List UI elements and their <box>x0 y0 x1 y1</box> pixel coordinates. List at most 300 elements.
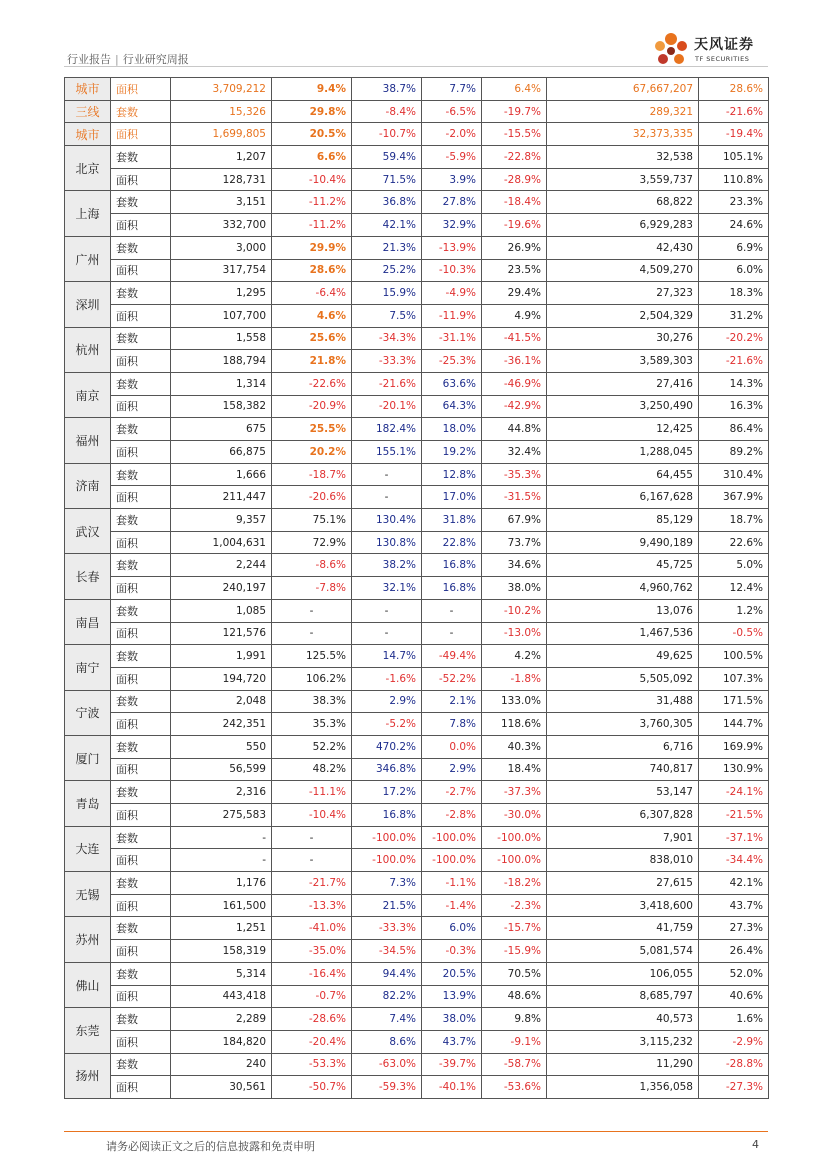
value-cell: -16.4% <box>272 962 352 985</box>
value-cell: -35.3% <box>482 463 547 486</box>
value-cell: 41,759 <box>547 917 699 940</box>
table-row <box>65 985 769 1008</box>
value-cell: -11.2% <box>272 191 352 214</box>
value-cell: - <box>171 826 272 849</box>
table-row <box>65 486 769 509</box>
metric-label-cell: 面积 <box>111 667 171 690</box>
value-cell: -4.9% <box>422 282 482 305</box>
metric-label-cell: 套数 <box>111 599 171 622</box>
value-cell: 48.6% <box>482 985 547 1008</box>
value-cell: 72.9% <box>272 531 352 554</box>
value-cell: 9,490,189 <box>547 531 699 554</box>
value-cell: 29.9% <box>272 236 352 259</box>
value-cell: 2.1% <box>422 690 482 713</box>
value-cell: 73.7% <box>482 531 547 554</box>
value-cell: 2,504,329 <box>547 304 699 327</box>
value-cell: 332,700 <box>171 214 272 237</box>
city-name-cell: 宁波 <box>65 690 111 735</box>
value-cell: 75.1% <box>272 509 352 532</box>
value-cell: 1,176 <box>171 872 272 895</box>
value-cell: 30,276 <box>547 327 699 350</box>
value-cell: 35.3% <box>272 713 352 736</box>
value-cell: -18.4% <box>482 191 547 214</box>
value-cell: 45,725 <box>547 554 699 577</box>
value-cell: 105.1% <box>699 146 769 169</box>
value-cell: 2,316 <box>171 781 272 804</box>
value-cell: 4.9% <box>482 304 547 327</box>
value-cell: -20.1% <box>352 395 422 418</box>
report-subtype-label: 行业研究周报 <box>122 53 189 66</box>
value-cell: 550 <box>171 735 272 758</box>
metric-label-cell: 套数 <box>111 146 171 169</box>
value-cell: 4.2% <box>482 645 547 668</box>
value-cell: -0.7% <box>272 985 352 1008</box>
table-row <box>65 282 769 305</box>
value-cell: 23.3% <box>699 191 769 214</box>
value-cell: 32.4% <box>482 441 547 464</box>
value-cell: -58.7% <box>482 1053 547 1076</box>
value-cell: -13.3% <box>272 894 352 917</box>
value-cell: 310.4% <box>699 463 769 486</box>
value-cell: -13.0% <box>482 622 547 645</box>
value-cell: - <box>352 599 422 622</box>
value-cell: 52.0% <box>699 962 769 985</box>
report-category <box>67 51 189 67</box>
value-cell: 2,244 <box>171 554 272 577</box>
value-cell: 346.8% <box>352 758 422 781</box>
value-cell: 18.0% <box>422 418 482 441</box>
value-cell: 158,319 <box>171 940 272 963</box>
value-cell: 1,085 <box>171 599 272 622</box>
city-name-cell: 城市 <box>65 78 111 101</box>
table-row <box>65 146 769 169</box>
value-cell: 3,760,305 <box>547 713 699 736</box>
value-cell: 106,055 <box>547 962 699 985</box>
value-cell: 15.9% <box>352 282 422 305</box>
table-row <box>65 826 769 849</box>
value-cell: - <box>422 622 482 645</box>
value-cell: -1.8% <box>482 667 547 690</box>
value-cell: 12,425 <box>547 418 699 441</box>
city-name-cell: 佛山 <box>65 962 111 1007</box>
table-row <box>65 622 769 645</box>
value-cell: -8.4% <box>352 100 422 123</box>
value-cell: -20.6% <box>272 486 352 509</box>
metric-label-cell: 面积 <box>111 168 171 191</box>
value-cell: 40,573 <box>547 1008 699 1031</box>
value-cell: - <box>272 826 352 849</box>
value-cell: -11.2% <box>272 214 352 237</box>
value-cell: 1,004,631 <box>171 531 272 554</box>
value-cell: -21.6% <box>699 100 769 123</box>
value-cell: -7.8% <box>272 577 352 600</box>
disclaimer-text: 请务必阅读正文之后的信息披露和免责申明 <box>106 1140 315 1153</box>
table-row <box>65 1053 769 1076</box>
value-cell: -21.6% <box>699 350 769 373</box>
value-cell: 42.1% <box>699 872 769 895</box>
value-cell: -100.0% <box>422 826 482 849</box>
value-cell: 14.3% <box>699 372 769 395</box>
value-cell: 44.8% <box>482 418 547 441</box>
value-cell: 3,709,212 <box>171 78 272 101</box>
value-cell: 22.6% <box>699 531 769 554</box>
table-row <box>65 350 769 373</box>
table-row <box>65 191 769 214</box>
value-cell: 6.4% <box>482 78 547 101</box>
value-cell: 158,382 <box>171 395 272 418</box>
value-cell: 289,321 <box>547 100 699 123</box>
table-row <box>65 531 769 554</box>
city-name-cell: 南昌 <box>65 599 111 644</box>
value-cell: 6,167,628 <box>547 486 699 509</box>
value-cell: 3,000 <box>171 236 272 259</box>
value-cell: -11.9% <box>422 304 482 327</box>
value-cell: -10.3% <box>422 259 482 282</box>
value-cell: 26.9% <box>482 236 547 259</box>
value-cell: -100.0% <box>352 826 422 849</box>
metric-label-cell: 套数 <box>111 191 171 214</box>
value-cell: -0.5% <box>699 622 769 645</box>
value-cell: 5.0% <box>699 554 769 577</box>
value-cell: 7.4% <box>352 1008 422 1031</box>
value-cell: -34.4% <box>699 849 769 872</box>
value-cell: 32.1% <box>352 577 422 600</box>
value-cell: 31.8% <box>422 509 482 532</box>
value-cell: -100.0% <box>482 826 547 849</box>
value-cell: -19.7% <box>482 100 547 123</box>
value-cell: 42,430 <box>547 236 699 259</box>
value-cell: 3.9% <box>422 168 482 191</box>
city-name-cell: 三线 <box>65 100 111 123</box>
value-cell: 82.2% <box>352 985 422 1008</box>
value-cell: -2.7% <box>422 781 482 804</box>
table-row <box>65 1008 769 1031</box>
city-name-cell: 深圳 <box>65 282 111 327</box>
value-cell: 3,115,232 <box>547 1030 699 1053</box>
value-cell: 29.8% <box>272 100 352 123</box>
value-cell: 13.9% <box>422 985 482 1008</box>
value-cell: 367.9% <box>699 486 769 509</box>
value-cell: -36.1% <box>482 350 547 373</box>
table-row <box>65 100 769 123</box>
value-cell: 740,817 <box>547 758 699 781</box>
value-cell: 240,197 <box>171 577 272 600</box>
value-cell: 107,700 <box>171 304 272 327</box>
value-cell: -59.3% <box>352 1076 422 1099</box>
value-cell: -63.0% <box>352 1053 422 1076</box>
value-cell: 27.8% <box>422 191 482 214</box>
metric-label-cell: 套数 <box>111 690 171 713</box>
value-cell: 128,731 <box>171 168 272 191</box>
value-cell: 3,589,303 <box>547 350 699 373</box>
value-cell: 48.2% <box>272 758 352 781</box>
value-cell: -33.3% <box>352 917 422 940</box>
value-cell: -2.8% <box>422 804 482 827</box>
metric-label-cell: 套数 <box>111 917 171 940</box>
value-cell: -11.1% <box>272 781 352 804</box>
value-cell: -42.9% <box>482 395 547 418</box>
city-name-cell: 杭州 <box>65 327 111 372</box>
table-row <box>65 1030 769 1053</box>
table-row <box>65 735 769 758</box>
value-cell: 38.0% <box>482 577 547 600</box>
value-cell: 194,720 <box>171 667 272 690</box>
value-cell: 133.0% <box>482 690 547 713</box>
metric-label-cell: 套数 <box>111 962 171 985</box>
value-cell: 12.8% <box>422 463 482 486</box>
value-cell: 211,447 <box>171 486 272 509</box>
metric-label-cell: 面积 <box>111 622 171 645</box>
value-cell: 3,418,600 <box>547 894 699 917</box>
city-name-cell: 厦门 <box>65 735 111 780</box>
metric-label-cell: 套数 <box>111 372 171 395</box>
value-cell: 125.5% <box>272 645 352 668</box>
value-cell: 27,323 <box>547 282 699 305</box>
metric-label-cell: 套数 <box>111 418 171 441</box>
value-cell: 7.8% <box>422 713 482 736</box>
value-cell: 67.9% <box>482 509 547 532</box>
value-cell: 1,991 <box>171 645 272 668</box>
value-cell: 64,455 <box>547 463 699 486</box>
value-cell: 32,538 <box>547 146 699 169</box>
value-cell: 106.2% <box>272 667 352 690</box>
value-cell: -21.6% <box>352 372 422 395</box>
value-cell: -6.5% <box>422 100 482 123</box>
value-cell: 32.9% <box>422 214 482 237</box>
metric-label-cell: 套数 <box>111 1008 171 1031</box>
value-cell: 1,207 <box>171 146 272 169</box>
value-cell: 182.4% <box>352 418 422 441</box>
value-cell: -53.3% <box>272 1053 352 1076</box>
table-row <box>65 236 769 259</box>
value-cell: -2.0% <box>422 123 482 146</box>
value-cell: 3,250,490 <box>547 395 699 418</box>
value-cell: 1,314 <box>171 372 272 395</box>
value-cell: 38.7% <box>352 78 422 101</box>
value-cell: 8,685,797 <box>547 985 699 1008</box>
value-cell: 7.7% <box>422 78 482 101</box>
value-cell: -19.6% <box>482 214 547 237</box>
value-cell: 4.6% <box>272 304 352 327</box>
value-cell: 675 <box>171 418 272 441</box>
city-name-cell: 福州 <box>65 418 111 463</box>
value-cell: 275,583 <box>171 804 272 827</box>
metric-label-cell: 面积 <box>111 713 171 736</box>
value-cell: 30,561 <box>171 1076 272 1099</box>
value-cell: -18.2% <box>482 872 547 895</box>
city-name-cell: 南宁 <box>65 645 111 690</box>
value-cell: -49.4% <box>422 645 482 668</box>
value-cell: -31.1% <box>422 327 482 350</box>
city-sales-table <box>64 77 769 1099</box>
table-row <box>65 872 769 895</box>
value-cell: 53,147 <box>547 781 699 804</box>
value-cell: 17.2% <box>352 781 422 804</box>
value-cell: 31.2% <box>699 304 769 327</box>
value-cell: 49,625 <box>547 645 699 668</box>
value-cell: 443,418 <box>171 985 272 1008</box>
city-name-cell: 东莞 <box>65 1008 111 1053</box>
value-cell: -10.2% <box>482 599 547 622</box>
table-row <box>65 894 769 917</box>
table-row <box>65 214 769 237</box>
value-cell: 25.2% <box>352 259 422 282</box>
value-cell: 38.2% <box>352 554 422 577</box>
value-cell: 144.7% <box>699 713 769 736</box>
report-type-label: 行业报告 <box>67 53 111 66</box>
value-cell: 27,615 <box>547 872 699 895</box>
brand-subtitle: TF SECURITIES <box>695 55 750 63</box>
value-cell: 7.5% <box>352 304 422 327</box>
value-cell: 7,901 <box>547 826 699 849</box>
value-cell: -27.3% <box>699 1076 769 1099</box>
value-cell: 3,559,737 <box>547 168 699 191</box>
value-cell: 1,288,045 <box>547 441 699 464</box>
value-cell: 5,505,092 <box>547 667 699 690</box>
value-cell: -100.0% <box>352 849 422 872</box>
value-cell: 0.0% <box>422 735 482 758</box>
value-cell: 18.3% <box>699 282 769 305</box>
value-cell: -19.4% <box>699 123 769 146</box>
table-row <box>65 509 769 532</box>
metric-label-cell: 套数 <box>111 100 171 123</box>
city-name-cell: 广州 <box>65 236 111 281</box>
table-row <box>65 463 769 486</box>
value-cell: 171.5% <box>699 690 769 713</box>
value-cell: 1,467,536 <box>547 622 699 645</box>
value-cell: -1.4% <box>422 894 482 917</box>
value-cell: -50.7% <box>272 1076 352 1099</box>
value-cell: -10.4% <box>272 168 352 191</box>
table-row <box>65 917 769 940</box>
value-cell: 4,960,762 <box>547 577 699 600</box>
table-row <box>65 304 769 327</box>
metric-label-cell: 面积 <box>111 804 171 827</box>
value-cell: 66,875 <box>171 441 272 464</box>
value-cell: 20.5% <box>272 123 352 146</box>
value-cell: -22.8% <box>482 146 547 169</box>
metric-label-cell: 面积 <box>111 940 171 963</box>
value-cell: -5.9% <box>422 146 482 169</box>
value-cell: 70.5% <box>482 962 547 985</box>
city-name-cell: 无锡 <box>65 872 111 917</box>
value-cell: -15.7% <box>482 917 547 940</box>
metric-label-cell: 套数 <box>111 282 171 305</box>
value-cell: -28.6% <box>272 1008 352 1031</box>
metric-label-cell: 套数 <box>111 463 171 486</box>
table-row <box>65 940 769 963</box>
city-name-cell: 武汉 <box>65 509 111 554</box>
value-cell: 23.5% <box>482 259 547 282</box>
table-row <box>65 327 769 350</box>
value-cell: -1.1% <box>422 872 482 895</box>
table-row <box>65 645 769 668</box>
value-cell: 25.5% <box>272 418 352 441</box>
value-cell: 6,929,283 <box>547 214 699 237</box>
brand-name: 天风证券 <box>694 37 754 53</box>
value-cell: 3,151 <box>171 191 272 214</box>
value-cell: 38.0% <box>422 1008 482 1031</box>
value-cell: -8.6% <box>272 554 352 577</box>
value-cell: 64.3% <box>422 395 482 418</box>
city-name-cell: 北京 <box>65 146 111 191</box>
value-cell: 8.6% <box>352 1030 422 1053</box>
value-cell: -9.1% <box>482 1030 547 1053</box>
value-cell: -0.3% <box>422 940 482 963</box>
value-cell: -20.4% <box>272 1030 352 1053</box>
value-cell: -10.4% <box>272 804 352 827</box>
value-cell: 118.6% <box>482 713 547 736</box>
value-cell: 1,295 <box>171 282 272 305</box>
value-cell: 36.8% <box>352 191 422 214</box>
metric-label-cell: 面积 <box>111 123 171 146</box>
value-cell: 1.6% <box>699 1008 769 1031</box>
value-cell: 1,666 <box>171 463 272 486</box>
value-cell: -10.7% <box>352 123 422 146</box>
value-cell: 20.5% <box>422 962 482 985</box>
city-name-cell: 上海 <box>65 191 111 236</box>
table-row <box>65 441 769 464</box>
value-cell: 12.4% <box>699 577 769 600</box>
value-cell: 28.6% <box>272 259 352 282</box>
table-row <box>65 804 769 827</box>
metric-label-cell: 套数 <box>111 645 171 668</box>
metric-label-cell: 面积 <box>111 259 171 282</box>
value-cell: 11,290 <box>547 1053 699 1076</box>
value-cell: -52.2% <box>422 667 482 690</box>
table-row <box>65 123 769 146</box>
value-cell: -2.9% <box>699 1030 769 1053</box>
value-cell: -100.0% <box>422 849 482 872</box>
metric-label-cell: 套数 <box>111 327 171 350</box>
value-cell: 6.0% <box>699 259 769 282</box>
value-cell: 6.0% <box>422 917 482 940</box>
value-cell: 15,326 <box>171 100 272 123</box>
value-cell: - <box>272 599 352 622</box>
metric-label-cell: 面积 <box>111 849 171 872</box>
header-separator: | <box>115 53 119 66</box>
page-number: 4 <box>752 1138 759 1151</box>
value-cell: 18.4% <box>482 758 547 781</box>
city-name-cell: 大连 <box>65 826 111 871</box>
value-cell: 25.6% <box>272 327 352 350</box>
value-cell: -21.5% <box>699 804 769 827</box>
metric-label-cell: 套数 <box>111 872 171 895</box>
value-cell: 43.7% <box>422 1030 482 1053</box>
value-cell: 2.9% <box>422 758 482 781</box>
value-cell: -39.7% <box>422 1053 482 1076</box>
value-cell: -46.9% <box>482 372 547 395</box>
table-row <box>65 418 769 441</box>
value-cell: 21.8% <box>272 350 352 373</box>
value-cell: -41.0% <box>272 917 352 940</box>
metric-label-cell: 面积 <box>111 1030 171 1053</box>
value-cell: 6.9% <box>699 236 769 259</box>
metric-label-cell: 套数 <box>111 781 171 804</box>
value-cell: 16.3% <box>699 395 769 418</box>
metric-label-cell: 面积 <box>111 758 171 781</box>
value-cell: 14.7% <box>352 645 422 668</box>
value-cell: -5.2% <box>352 713 422 736</box>
value-cell: - <box>352 622 422 645</box>
value-cell: 86.4% <box>699 418 769 441</box>
value-cell: -6.4% <box>272 282 352 305</box>
value-cell: 22.8% <box>422 531 482 554</box>
value-cell: 130.9% <box>699 758 769 781</box>
table-row <box>65 713 769 736</box>
value-cell: -2.3% <box>482 894 547 917</box>
value-cell: 161,500 <box>171 894 272 917</box>
